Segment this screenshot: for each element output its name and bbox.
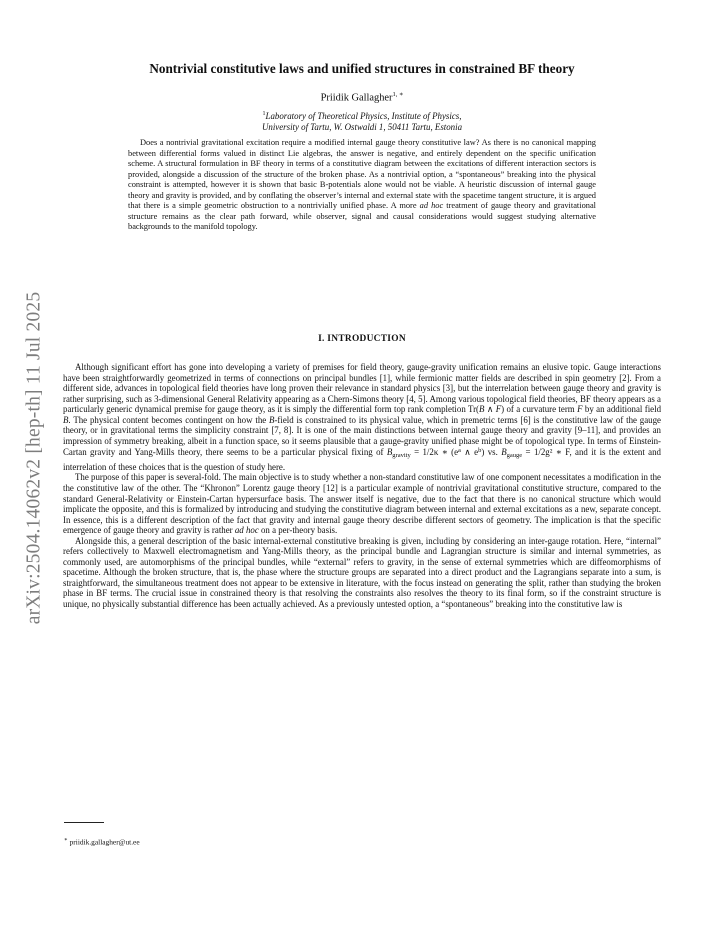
paper-title: Nontrivial constitutive laws and unified structures in constrained BF theory <box>149 61 575 76</box>
affiliation-line-2: University of Tartu, W. Ostwaldi 1, 50411 Tartu, Estonia <box>261 121 463 132</box>
paragraph-1 <box>63 362 661 472</box>
p1-symbol-f: F <box>495 404 502 415</box>
p1-symbol-b: B <box>386 447 393 458</box>
affiliation-mark: 1 <box>262 111 266 117</box>
p1-symbol-f: F <box>577 404 583 415</box>
affiliation <box>62 109 662 132</box>
p1-equation: ∧ e <box>460 447 479 458</box>
abstract-text: Does a nontrivial gravitational excitation require a modified internal gauge theory constitutive law? As there is no canonical mapping between differential forms valued in distinct Lie algebras, the answer is negative, and entirely dependent on the specific unification scheme. A structural formulation in BF theory in terms of a constitutive diagram between the excitations of different interaction sectors is provided, alongside a discussion of the structure of the broken phase. As a nontrivial option, a “spontaneous” breaking into the physical constraint is attempted, however it is shown that basic B-potentials alone would not be viable. A heuristic discussion of internal gauge theory and gravity is provided, and by conflating the observer’s internal and external state with the spacetime tangent structure, it is argued that there is a simple geometric obstruction to a nontrivially unified phase. A more <box>128 138 596 211</box>
footnote-email: priidik.gallagher@ut.ee <box>69 837 140 847</box>
affiliation-text-1: Laboratory of Theoretical Physics, Institute of Physics, <box>265 110 462 121</box>
p1-subscript: gauge <box>506 452 523 460</box>
body-text <box>63 362 661 610</box>
p2-text: The purpose of this paper is several-fold. The main objective is to study whether a non-standard constitutive law of one component necessitates a modification in the the constitutive law of the other. The “Khronon” Lorentz gauge theory [12] is a particular example of nontrivial gravitational constitutive structure, compared to the standard General-Relativity or Einstein-Cartan hypersurface basis. The answer itself is negative, due to the fact that there is no canonical structure which would implicate the opposite, and this is formalized by introducing and studying the constitutive diagram between internal and external excitations as a new, separate concept. In essence, this is a different description of the fact that gravity and internal gauge theory describe different sectors of geometry. The implication is that the specific emergence of gauge theory and gravity is rather <box>63 472 661 536</box>
section-heading: I. INTRODUCTION <box>318 334 406 344</box>
abstract <box>128 138 596 233</box>
author-line <box>62 90 662 103</box>
abstract-emphasis: ad hoc <box>419 201 444 211</box>
footnote-rule <box>64 822 104 823</box>
author-marks: 1, ∗ <box>392 91 404 98</box>
arxiv-id-text: arXiv:2504.14062v2 [hep-th] 11 Jul 2025 <box>23 291 45 625</box>
p1-text: ) of a curvature term <box>501 404 578 415</box>
p1-text: Although significant effort has gone into developing a variety of premises for field theory, gauge-gravity unification remains an elusive topic. Gauge interactions have been straightforwardly geometrized in terms of connections on principal bundles [1], while fermionic matter fields are described in spin geometry [2]. From a different side, advances in topological field theories have long proven their relevance in standard physics [3], but the interrelation between gauge theory and gravity is rather surprising, such as 3-dimensional General Relativity appearing as a Chern-Simons theory [4, 5]. Among various topological field theories, BF theory appears as a particularly generic dynamical premise for gauge theory, as it is simply the differential form top rank completion Tr( <box>63 362 661 415</box>
p1-equation: = 1/2g² ∗ F <box>522 447 570 458</box>
p1-equation: = 1/2κ ∗ (e <box>410 447 459 458</box>
footnote-mark: ∗ <box>64 837 68 843</box>
p1-symbol-b: B <box>501 447 507 458</box>
p1-subscript: gravity <box>392 452 411 460</box>
p1-superscript: a <box>458 447 461 455</box>
affiliation-line-1 <box>62 109 662 122</box>
p1-text: . The physical content becomes contingent on how the <box>68 414 270 425</box>
p1-equation: ) vs. <box>481 447 502 458</box>
footnote <box>64 837 140 846</box>
paragraph-2 <box>63 472 661 535</box>
p1-text: -field is constrained to its physical value, which in premetric terms [6] is the constitutive law of the gauge theory, or in gravitational terms the simplicity constraint [7, 8]. It is one of the main distinctions between internal gauge theory and gravity [9–11], and provides an impression of symmetry breaking, albeit in a function space, so it seems plausible that a gauge-gravity unified phase might be of topological type. In terms of Einstein-Cartan gravity and Yang-Mills theory, there seems to be a particular physical fixing of <box>63 414 661 458</box>
p2-emphasis: ad hoc <box>234 525 259 536</box>
p1-symbol-b: B <box>269 414 275 425</box>
p3-text: Alongside this, a general description of the basic internal-external constitutive breaking is given, including by considering an inter-gauge rotation. Here, “internal” refers collectively to Maxwell electromagnetism and Yang-Mills theory, as the principal bundle and Lagrangian structure is similar and internal symmetries, as commonly used, are automorphisms of the principal bundles, while “external” refers to gravity, in the sense of external symmetries which are diffeomorphisms of spacetime. Although the broken structure, that is, the phase where the structure groups are separated into a direct product and the Lagrangians separate into a sum, is straightforward, the simultaneous treatment does not appear to be extensive in literature, with the focus instead on generating the split, rather than studying the broken phase in BF terms. The crucial issue in constrained theory is that resolving the constraints also resolves the theory to its final form, so if the constraint structure is unique, no physically substantial difference has been actually achieved. As a previously untested option, a “spontaneous” breaking into the constitutive law is <box>63 535 661 610</box>
author-name: Priidik Gallagher <box>320 92 393 104</box>
arxiv-identifier-stamp <box>14 263 54 653</box>
abstract-text-cont: treatment of gauge theory and gravitational structure remains as the clear path forward, while observer, signal and causal considerations would suggest studying alternative backgrounds to the manifold topology. <box>128 201 597 232</box>
paragraph-3 <box>63 536 661 610</box>
p1-wedge: ∧ <box>484 404 496 415</box>
p1-symbol-b: B <box>63 414 69 425</box>
p1-text: , and it is the extent and interrelation of these choices that is the question of study here. <box>63 447 661 472</box>
p1-superscript: b <box>478 447 482 455</box>
p1-text: by an additional field <box>582 404 662 415</box>
p1-symbol-b: B <box>479 404 485 415</box>
p2-text: on a per-theory basis. <box>258 525 338 536</box>
